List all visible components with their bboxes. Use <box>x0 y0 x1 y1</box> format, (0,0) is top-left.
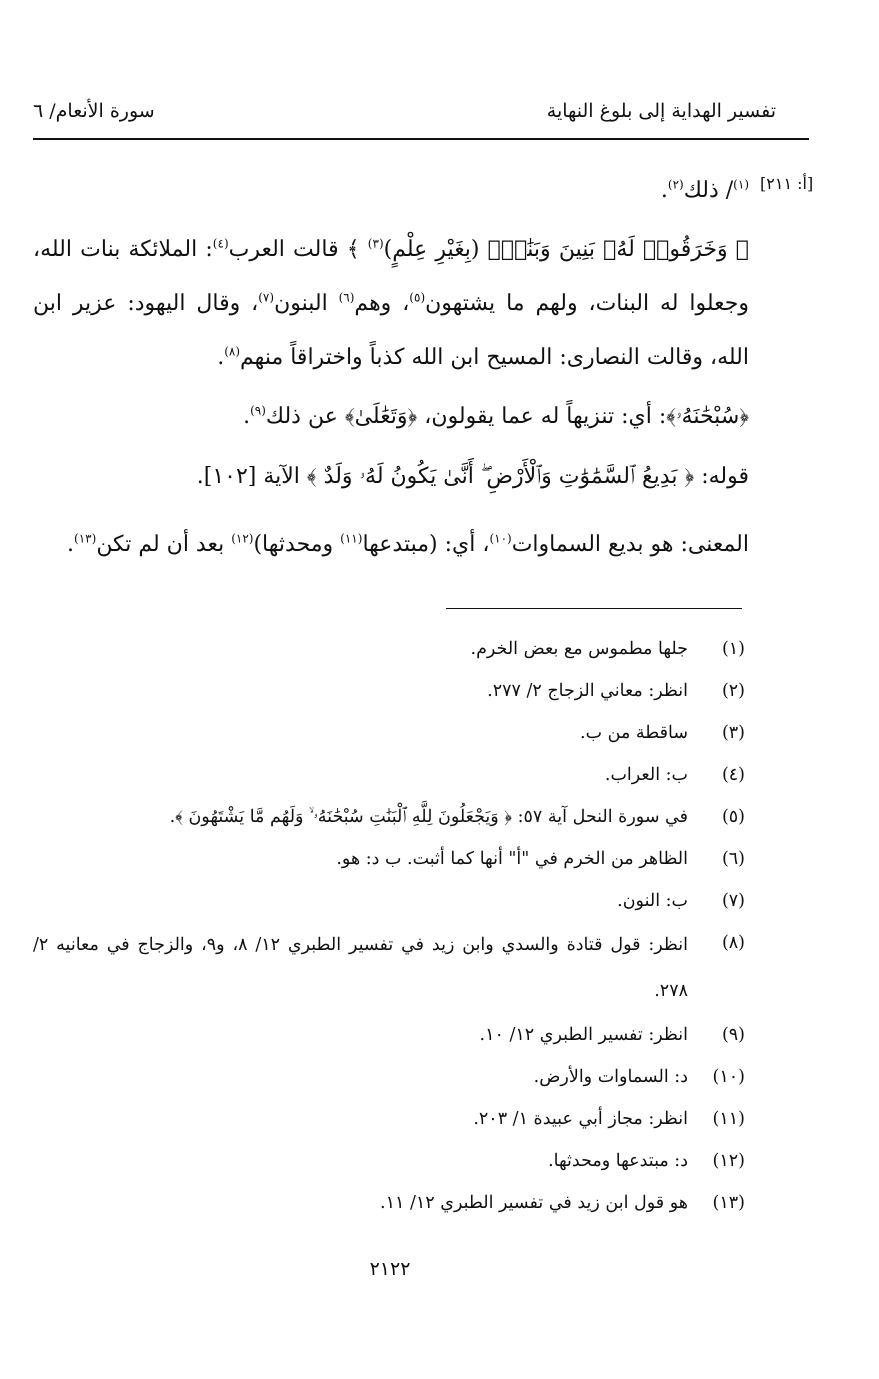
footnote-number: (٨) <box>721 933 745 953</box>
footnote-number: (٩) <box>721 1025 745 1045</box>
paragraph-2 <box>33 223 749 385</box>
paragraph-4-text-a: قوله: <box>694 464 749 489</box>
footnote-text: انظر: معاني الزجاج ٢/ ٢٧٧. <box>487 681 688 701</box>
footnote-number: (٢) <box>721 681 745 701</box>
manuscript-folio-note: [أ: ٢١١] <box>760 174 814 193</box>
footnote-separator <box>446 608 742 609</box>
footnote <box>33 1014 745 1056</box>
footnote-ref-12: (١٢) <box>231 531 254 546</box>
paragraph-2-text-d: البنون <box>274 291 339 316</box>
footnote-number: (١٢) <box>712 1151 745 1171</box>
footnote-text: ساقطة من ب. <box>580 723 688 743</box>
paragraph-5-text-a: المعنى: هو بديع السماوات <box>511 532 749 557</box>
footnote-number: (١٣) <box>712 1193 745 1213</box>
paragraph-3-text-a: : أي: تنزيهاً له عما يقولون، <box>417 404 667 429</box>
header-rule <box>33 138 809 140</box>
footnote <box>33 796 745 838</box>
quran-word-subhanahu: ﴿سُبْحَٰنَهُۥ﴾ <box>666 404 749 429</box>
footnote-number: (٤) <box>721 765 745 785</box>
footnote <box>33 712 745 754</box>
footnote-number: (٣) <box>721 723 745 743</box>
footnote <box>33 1056 745 1098</box>
footnote <box>33 1098 745 1140</box>
paragraph-2-text-a: ﴾ قالت العرب <box>228 237 368 262</box>
footnote <box>33 922 745 1014</box>
footnote-text: انظر: قول قتادة والسدي وابن زيد في تفسير الطبري ١٢/ ٨، و٩، والزجاج في معانيه ٢/ ٢٧٨. <box>33 935 688 1001</box>
paragraph-2-text-c: ، وهم <box>354 291 410 316</box>
footnote-text: انظر: مجاز أبي عبيدة ١/ ٢٠٣. <box>473 1109 688 1129</box>
footnote-ref-4: (٤) <box>212 236 229 251</box>
footnote-text: هو قول ابن زيد في تفسير الطبري ١٢/ ١١. <box>380 1193 688 1213</box>
footnote-number: (١١) <box>712 1109 745 1129</box>
footnote-ref-8: (٨) <box>224 344 241 359</box>
footnote-text: د: مبتدعها ومحدثها. <box>548 1151 688 1171</box>
footnote-number: (١٠) <box>712 1067 745 1087</box>
paragraph-2-end: . <box>217 345 225 370</box>
footnote-number: (٧) <box>721 891 745 911</box>
paragraph-5-text-c: ومحدثها) <box>253 532 341 557</box>
footnote <box>33 838 745 880</box>
footnote-ref-9: (٩) <box>250 403 266 418</box>
footnote-ref-13: (١٣) <box>74 531 97 546</box>
paragraph-1 <box>33 164 749 218</box>
footnote-text: ب: العراب. <box>604 765 688 785</box>
footnote <box>33 1182 745 1224</box>
paragraph-3-text-b: عن ذلك <box>265 404 345 429</box>
footnote-ref-1: (١) <box>733 177 749 192</box>
footnotes <box>33 628 745 1224</box>
footnote <box>33 628 745 670</box>
footnote-text: انظر: تفسير الطبري ١٢/ ١٠. <box>479 1025 688 1045</box>
running-head-title: تفسير الهداية إلى بلوغ النهاية <box>546 100 776 122</box>
paragraph-5-end: . <box>67 532 75 557</box>
footnote-ref-7: (٧) <box>258 290 275 305</box>
paragraph-4-text-b: الآية [١٠٢]. <box>196 464 307 489</box>
footnote <box>33 670 745 712</box>
footnote-number: (٥) <box>721 807 745 827</box>
footnote-text: في سورة النحل آية ٥٧: ﴿ وَيَجْعَلُونَ لِلَّهِ ٱلْبَنَٰتِ سُبْحَٰنَهُۥ ۙ وَلَهُم مَّا يَشْتَهُونَ ﴾. <box>169 807 688 827</box>
paragraph-2-text-b: : الملائكة بنات الله، وجعلوا له البنات، ولهم ما يشتهون <box>33 237 749 316</box>
footnote-text: جلها مطموس مع بعض الخرم. <box>470 639 688 659</box>
footnote-number: (١) <box>721 639 745 659</box>
paragraph-1-end: . <box>660 178 668 203</box>
footnote-text: الظاهر من الخرم في "أ" أنها كما أثبت. ب د: هو. <box>336 849 688 869</box>
paragraph-2-text-e: ، وقال اليهود: عزير ابن الله، وقالت النصارى: المسيح ابن الله كذباً واختراقاً منهم <box>33 291 749 370</box>
paragraph-5-text-d: بعد أن لم تكن <box>96 532 232 557</box>
footnote <box>33 880 745 922</box>
running-head-surah: سورة الأنعام/ ٦ <box>33 100 155 122</box>
paragraph-5 <box>33 518 749 572</box>
quran-verse: ﴿ وَخَرَقُوا۟ لَهُۥ بَنِينَ وَبَنَٰتٍۭ (بِغَيْرِ عِلْمٍ) <box>383 237 749 262</box>
footnote-ref-3: (٣) <box>367 236 384 251</box>
quran-word-taala: ﴿وَتَعَٰلَىٰ﴾ <box>344 404 418 429</box>
footnote-text: ب: النون. <box>617 891 688 911</box>
footnote <box>33 1140 745 1182</box>
paragraph-4 <box>33 450 749 504</box>
footnote-ref-10: (١٠) <box>489 531 512 546</box>
footnote-ref-5: (٥) <box>409 290 426 305</box>
footnote <box>33 754 745 796</box>
footnote-ref-6: (٦) <box>338 290 355 305</box>
paragraph-3-end: . <box>243 404 251 429</box>
paragraph-3 <box>33 390 749 444</box>
paragraph-1-text: / ذلك <box>683 178 734 203</box>
footnote-ref-2: (٢) <box>667 177 684 192</box>
footnote-text: د: السماوات والأرض. <box>533 1067 688 1087</box>
page-number: ٢١٢٢ <box>369 1258 411 1280</box>
footnote-number: (٦) <box>721 849 745 869</box>
footnote-ref-11: (١١) <box>340 531 363 546</box>
quran-verse-badi: ﴿ بَدِيعُ ٱلسَّمَٰوَٰتِ وَٱلْأَرْضِ ۖ أَنَّىٰ يَكُونُ لَهُۥ وَلَدٌ ﴾ <box>306 464 695 489</box>
paragraph-5-text-b: ، أي: (مبتدعها <box>362 532 490 557</box>
